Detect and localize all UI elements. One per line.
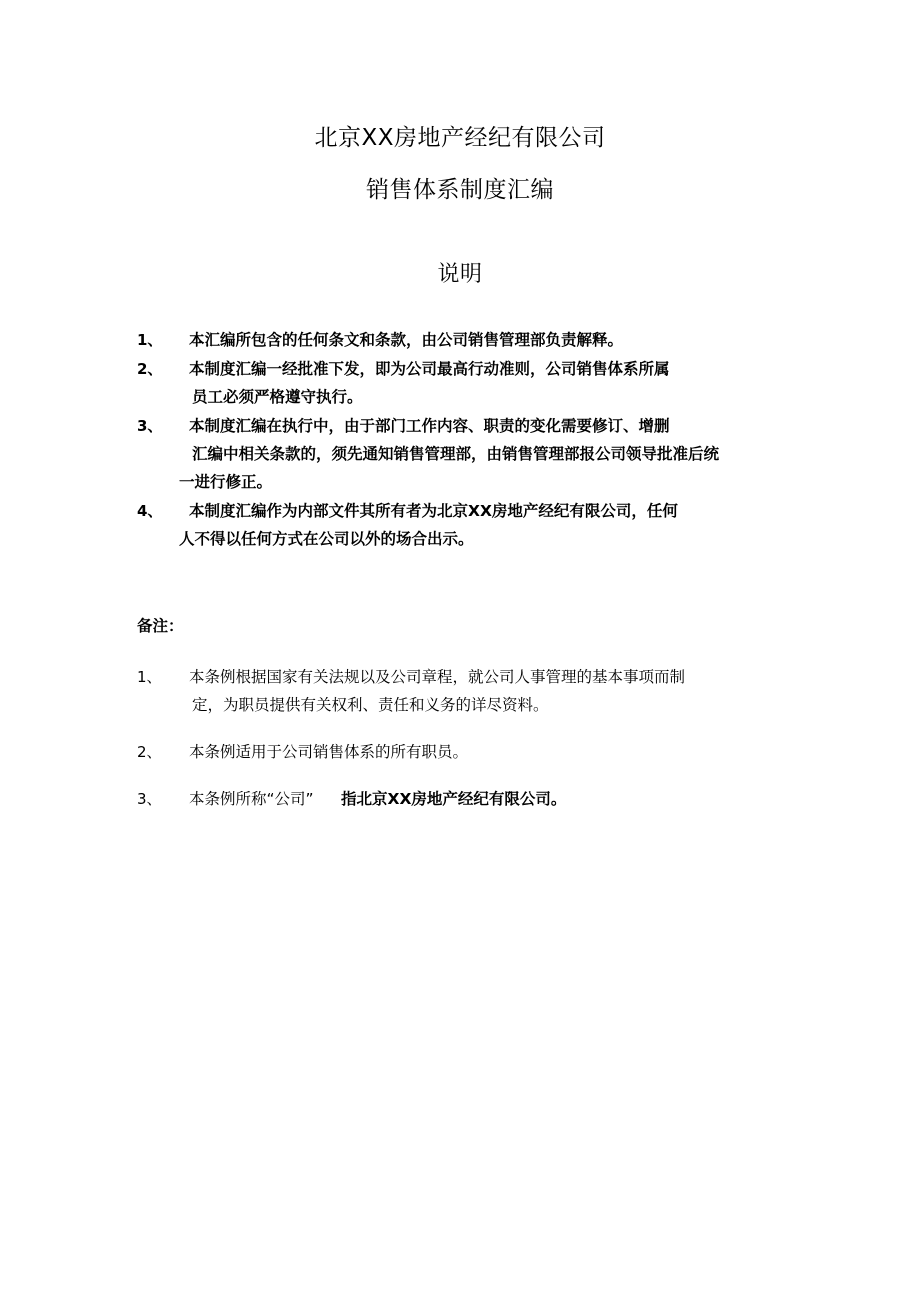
notes-heading: 备注：	[137, 617, 184, 635]
item-number: 3、	[137, 417, 163, 435]
document-title: 销售体系制度汇编	[366, 177, 554, 203]
item-text-line: 汇编中相关条款的，须先通知销售管理部，由销售管理部报公司领导批准后统	[192, 445, 720, 463]
item-text-line: 人不得以任何方式在公司以外的场合出示。	[179, 530, 474, 548]
section-title: 说明	[437, 262, 483, 287]
note-text-line: 本条例根据国家有关法规以及公司章程，就公司人事管理的基本事项而制	[189, 668, 686, 686]
item-text-line: 本制度汇编在执行中，由于部门工作内容、职责的变化需要修订、增删	[189, 417, 670, 435]
item-number: 2、	[137, 360, 163, 378]
item-text-line: 本制度汇编作为内部文件其所有者为北京XX房地产经纪有限公司，任何	[189, 502, 678, 520]
company-title: 北京XX房地产经纪有限公司	[314, 125, 606, 151]
item-text-line: 一进行修正。	[179, 473, 273, 491]
note-number: 2、	[137, 743, 162, 761]
note-number: 1、	[137, 668, 162, 686]
item-text-line: 本制度汇编一经批准下发，即为公司最高行动准则，公司销售体系所属	[189, 360, 670, 378]
item-number: 4、	[137, 502, 163, 520]
item-text-line: 员工必须严格遵守执行。	[192, 388, 363, 406]
note-text-line: 本条例适用于公司销售体系的所有职员。	[189, 743, 469, 761]
note-text-line: 定，为职员提供有关权利、责任和义务的详尽资料。	[192, 696, 549, 714]
note-number: 3、	[137, 790, 162, 808]
item-number: 1、	[137, 331, 163, 349]
note-text-line: 指北京XX房地产经纪有限公司。	[341, 790, 567, 808]
item-text-line: 本汇编所包含的任何条文和条款，由公司销售管理部负责解释。	[189, 331, 624, 349]
note-text-line: 本条例所称“公司”	[189, 790, 314, 808]
